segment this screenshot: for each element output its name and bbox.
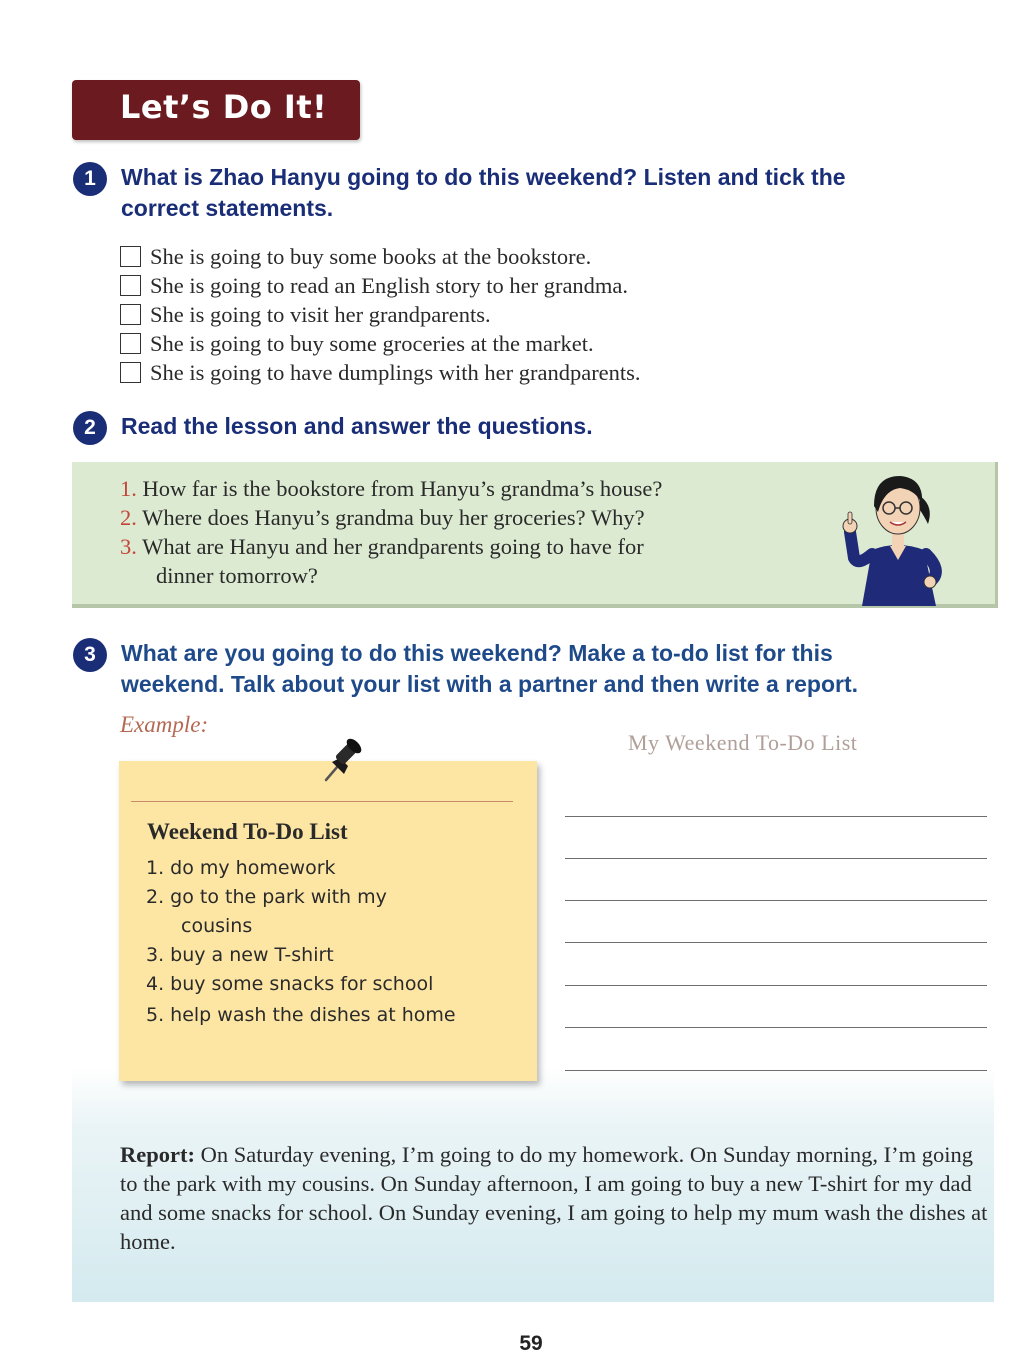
note-item: cousins (181, 915, 253, 937)
statement-row (120, 358, 820, 387)
statement-row (120, 329, 820, 358)
statement-text: She is going to visit her grandparents. (150, 301, 491, 327)
section-3-question (121, 638, 858, 700)
note-item: 2. go to the park with my (146, 886, 387, 908)
girl-illustration (838, 462, 958, 606)
question-item (120, 476, 662, 502)
question-number: 1. (120, 476, 137, 501)
report-text: On Saturday evening, I’m going to do my homework. On Sunday morning, I’m going to the park with my cousins. On Sunday afternoon, I am going to buy a new T-shirt for my dad and some snacks for school. On Sunday evening, I am going to help my mum wash the dishes at home. (120, 1142, 988, 1254)
my-list-title: My Weekend To-Do List (628, 730, 858, 755)
tick-checkbox[interactable] (120, 333, 141, 354)
statement-text: She is going to read an English story to her grandma. (150, 272, 629, 298)
pushpin-icon (318, 736, 368, 786)
example-label: Example: (120, 712, 209, 737)
statement-row (120, 300, 820, 329)
question-item (120, 505, 645, 531)
note-item: 1. do my homework (146, 857, 336, 879)
question-text: How far is the bookstore from Hanyu’s grandma’s house? (142, 476, 663, 501)
header-title: Let’s Do It! (120, 88, 328, 126)
report-label: Report: (120, 1142, 195, 1167)
section-header (72, 80, 360, 140)
writing-line[interactable] (565, 858, 987, 859)
tick-checkbox[interactable] (120, 246, 141, 267)
note-divider (131, 801, 513, 802)
question-number: 3. (120, 534, 137, 559)
sticky-note (119, 761, 537, 1081)
section-2-number-badge: 2 (73, 411, 107, 445)
statement-text: She is going to buy some groceries at the market. (150, 330, 594, 356)
question-item (120, 534, 644, 560)
report-paragraph (120, 1140, 990, 1256)
section-1-question (121, 162, 846, 224)
tick-checkbox[interactable] (120, 275, 141, 296)
note-item: 3. buy a new T-shirt (146, 944, 334, 966)
statement-text: She is going to buy some books at the bookstore. (150, 243, 592, 269)
tick-checkbox[interactable] (120, 362, 141, 383)
statement-row (120, 271, 820, 300)
writing-line[interactable] (565, 1027, 987, 1028)
note-title: Weekend To-Do List (147, 819, 348, 844)
question-text-continued: dinner tomorrow? (156, 563, 318, 588)
section-3-number-badge: 3 (73, 638, 107, 672)
statement-row (120, 242, 820, 271)
tick-checkbox[interactable] (120, 304, 141, 325)
section-1-question-line-2: correct statements. (121, 195, 334, 221)
section-1-number-badge: 1 (73, 162, 107, 196)
page-number: 59 (519, 1332, 543, 1355)
writing-line[interactable] (565, 1070, 987, 1071)
section-1-question-line-1: What is Zhao Hanyu going to do this weekend? Listen and tick the (121, 164, 846, 190)
question-text: Where does Hanyu’s grandma buy her groceries? Why? (142, 505, 645, 530)
note-item: 5. help wash the dishes at home (146, 1004, 456, 1026)
writing-line[interactable] (565, 900, 987, 901)
section-3-question-line-1: What are you going to do this weekend? Make a to-do list for this (121, 640, 833, 666)
section-2-question: Read the lesson and answer the questions. (121, 413, 593, 439)
statement-text: She is going to have dumplings with her grandparents. (150, 359, 641, 385)
writing-line[interactable] (565, 985, 987, 986)
question-number: 2. (120, 505, 137, 530)
note-item: 4. buy some snacks for school (146, 973, 434, 995)
section-3-question-line-2: weekend. Talk about your list with a partner and then write a report. (121, 671, 858, 697)
question-text: What are Hanyu and her grandparents going to have for (142, 534, 644, 559)
writing-line[interactable] (565, 942, 987, 943)
writing-line[interactable] (565, 816, 987, 817)
